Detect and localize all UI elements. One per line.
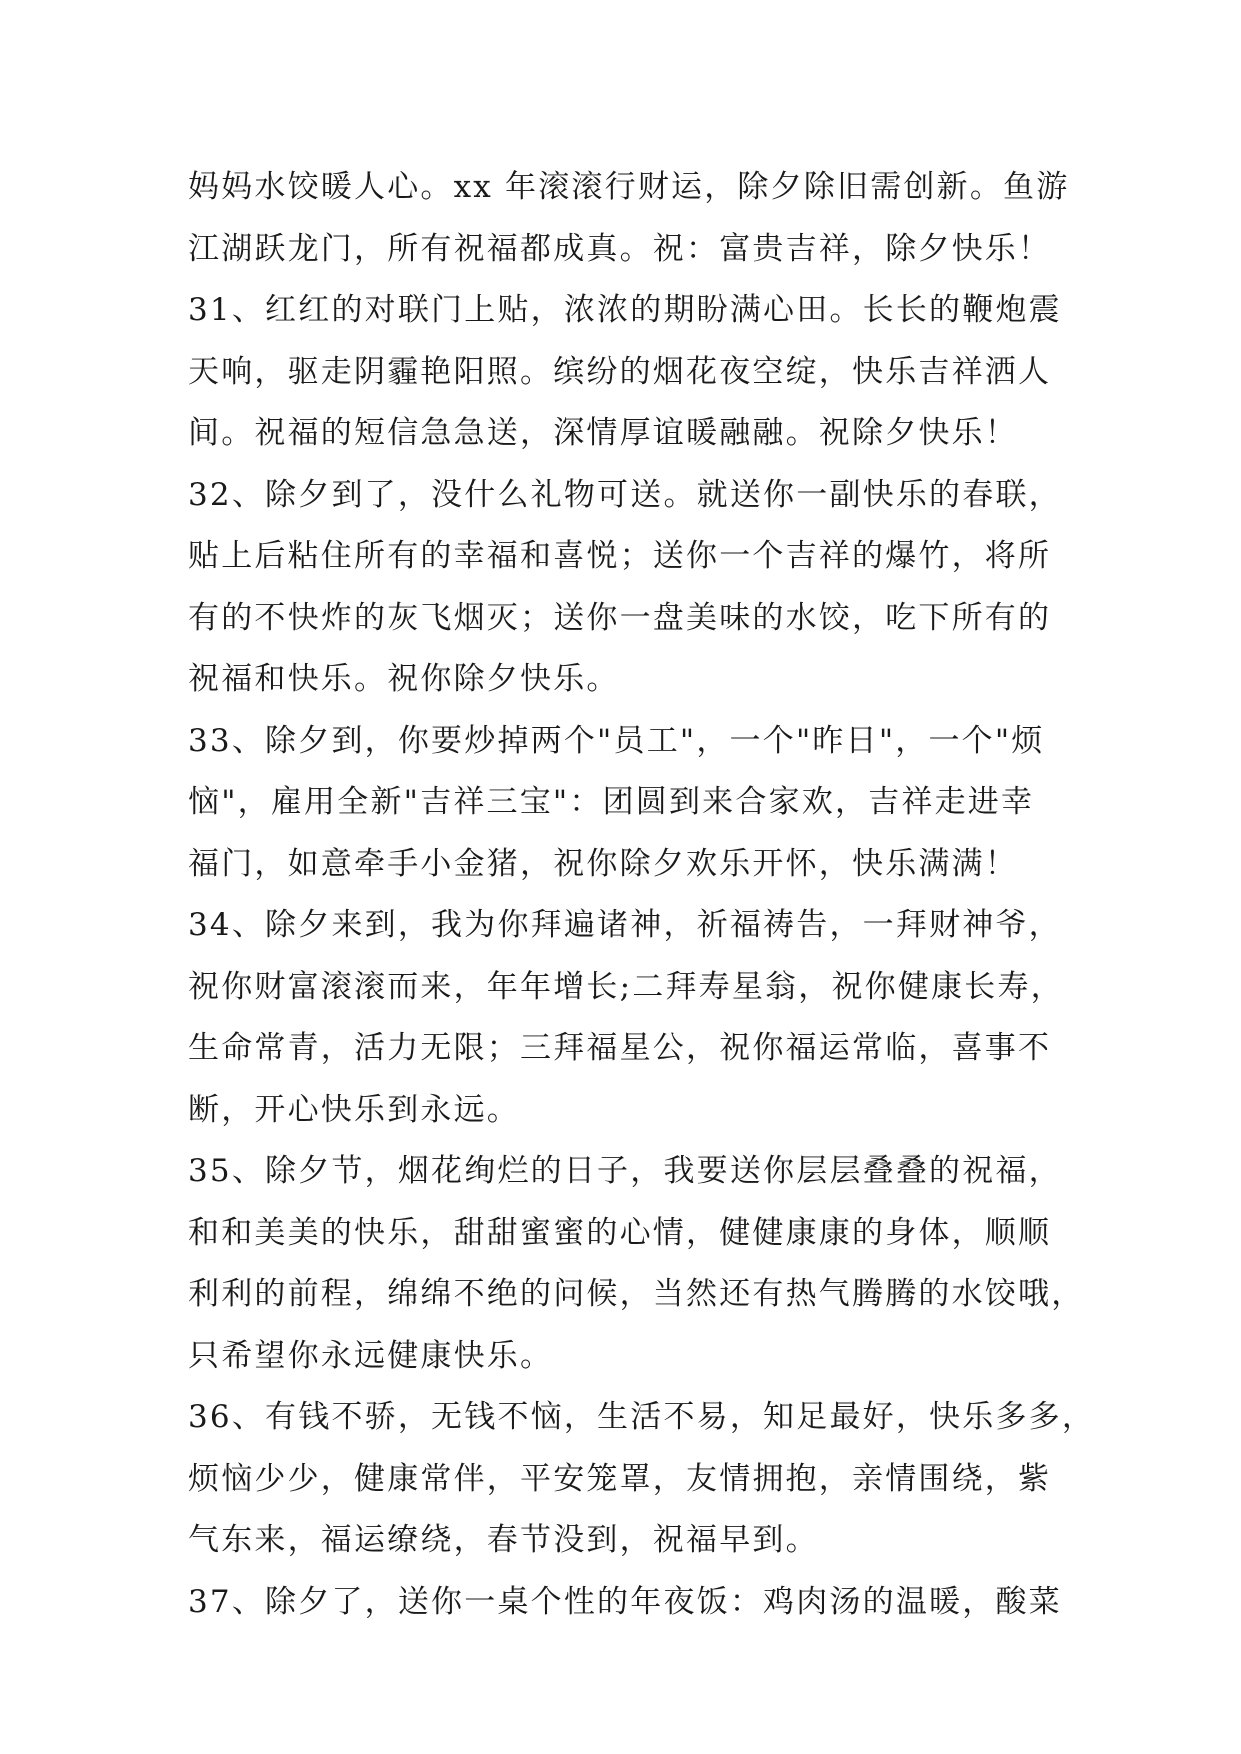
text-line: 间。祝福的短信急急送，深情厚谊暖融融。祝除夕快乐！: [188, 415, 1018, 451]
document-body: [188, 157, 1096, 1633]
text-line: 37、除夕了，送你一桌个性的年夜饭：鸡肉汤的温暖，酸菜: [188, 1583, 1062, 1620]
text-line: 31、红红的对联门上贴，浓浓的期盼满心田。长长的鞭炮震: [188, 292, 1062, 328]
text-line: 妈妈水饺暖人心。xx 年滚滚行财运，除夕除旧需创新。鱼游: [188, 169, 1070, 205]
text-line: 祝福和快乐。祝你除夕快乐。: [188, 661, 620, 697]
text-line: 利利的前程，绵绵不绝的问候，当然还有热气腾腾的水饺哦，: [188, 1276, 1085, 1312]
text-line: 恼"，雇用全新"吉祥三宝"：团圆到来合家欢，吉祥走进幸: [188, 784, 1035, 820]
text-line: 36、有钱不骄，无钱不恼，生活不易，知足最好，快乐多多，: [188, 1399, 1096, 1435]
text-line: 34、除夕来到，我为你拜遍诸神，祈福祷告，一拜财神爷，: [188, 907, 1062, 943]
text-line: 气东来，福运缭绕，春节没到，祝福早到。: [188, 1522, 819, 1558]
text-line: 有的不快炸的灰飞烟灭；送你一盘美味的水饺，吃下所有的: [188, 599, 1052, 636]
text-line: 烦恼少少，健康常伴，平安笼罩，友情拥抱，亲情围绕，紫: [188, 1460, 1052, 1497]
text-line: 35、除夕节，烟花绚烂的日子，我要送你层层叠叠的祝福，: [188, 1153, 1062, 1189]
text-line: 只希望你永远健康快乐。: [188, 1337, 554, 1374]
text-line: 天响，驱走阴霾艳阳照。缤纷的烟花夜空绽，快乐吉祥洒人: [188, 353, 1052, 390]
text-line: 断，开心快乐到永远。: [188, 1091, 520, 1128]
text-line: 和和美美的快乐，甜甜蜜蜜的心情，健健康康的身体，顺顺: [188, 1214, 1052, 1251]
text-line: 江湖跃龙门，所有祝福都成真。祝：富贵吉祥，除夕快乐！: [188, 230, 1052, 267]
text-line: 祝你财富滚滚而来，年年增长;二拜寿星翁，祝你健康长寿，: [188, 968, 1064, 1005]
text-line: 32、除夕到了，没什么礼物可送。就送你一副快乐的春联，: [188, 476, 1062, 513]
text-line: 福门，如意牵手小金猪，祝你除夕欢乐开怀，快乐满满！: [188, 845, 1018, 882]
text-line: 贴上后粘住所有的幸福和喜悦；送你一个吉祥的爆竹，将所: [188, 538, 1052, 574]
text-line: 生命常青，活力无限；三拜福星公，祝你福运常临，喜事不: [188, 1030, 1052, 1066]
text-line: 33、除夕到，你要炒掉两个"员工"，一个"昨日"，一个"烦: [188, 722, 1045, 759]
